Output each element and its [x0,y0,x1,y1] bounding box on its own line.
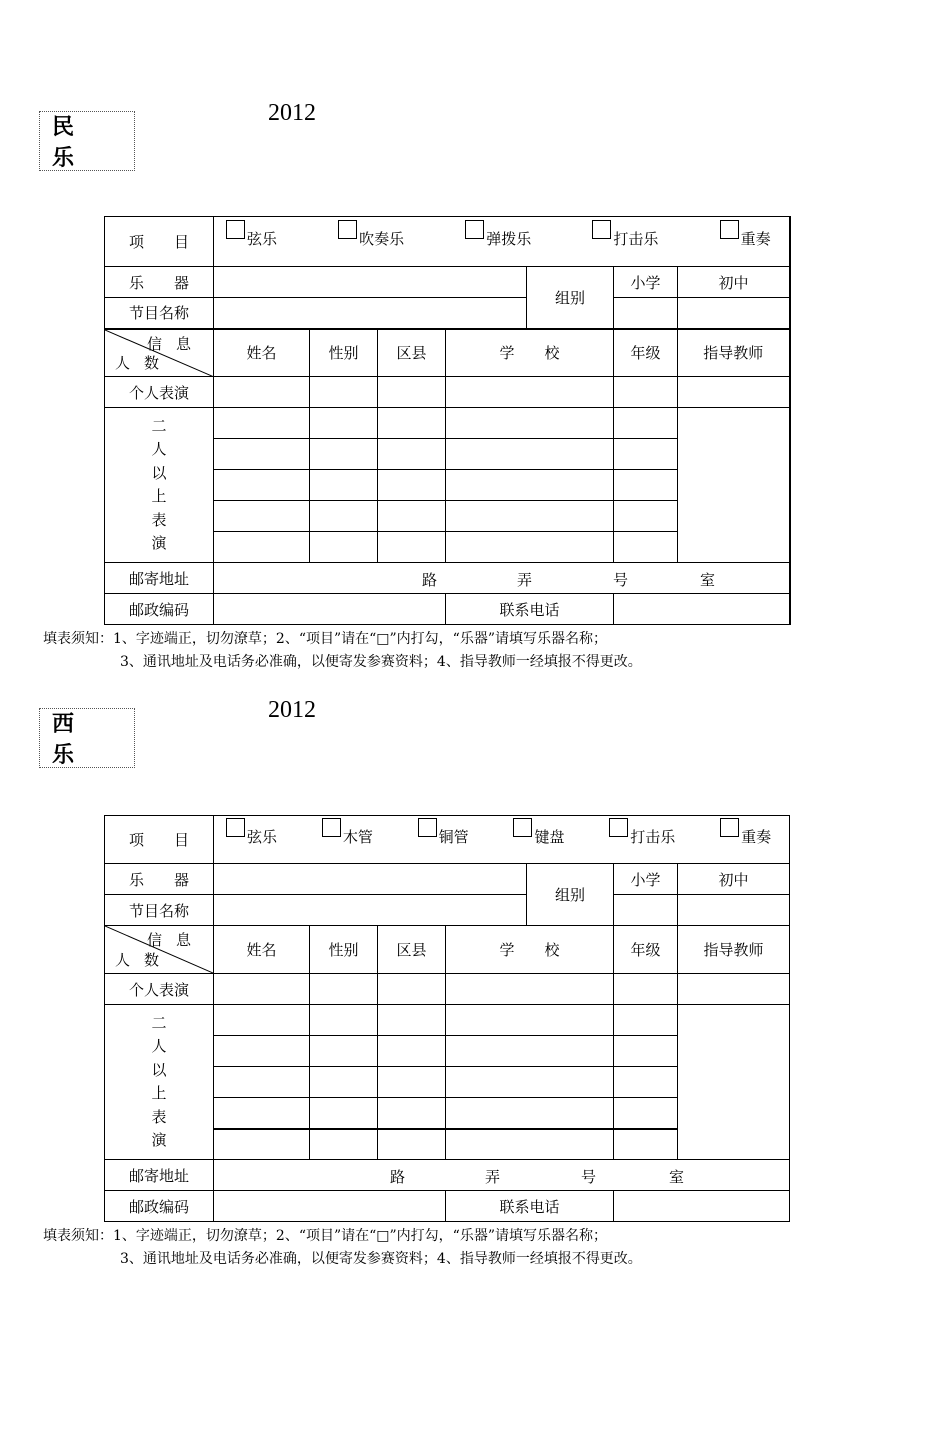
level-junior: 初中 [678,267,790,298]
cell[interactable] [214,439,310,470]
cell[interactable] [214,377,310,408]
instrument-field[interactable] [214,267,527,298]
cell[interactable] [310,1067,378,1098]
cell[interactable] [446,1098,614,1129]
teacher-group-cell[interactable] [678,408,790,563]
cell[interactable] [378,470,446,501]
category-box [39,708,135,768]
category-label: 民 乐 [52,115,87,171]
checkbox-icon[interactable] [226,220,245,239]
phone-label: 联系电话 [446,1191,614,1222]
item-option[interactable]: 重奏 [720,228,771,249]
cell[interactable] [678,377,790,408]
year-label: 2012 [268,697,316,723]
cell[interactable] [614,470,678,501]
cell[interactable] [446,439,614,470]
cell[interactable] [214,532,310,563]
col-district: 区县 [378,329,446,377]
cell[interactable] [378,532,446,563]
category-box [39,111,135,171]
header-diagonal-cell: 信息 人数 [105,926,214,974]
cell[interactable] [310,1005,378,1036]
cell[interactable] [310,974,378,1005]
cell[interactable] [310,1098,378,1129]
cell[interactable] [614,532,678,563]
phone-field[interactable] [614,1191,790,1222]
cell[interactable] [446,1129,614,1160]
registration-form [104,216,791,625]
postcode-field[interactable] [214,594,446,625]
cell[interactable] [614,1036,678,1067]
checkbox-icon[interactable] [609,818,628,837]
level-primary-check[interactable] [614,298,678,329]
level-primary-check[interactable] [614,895,678,926]
cell[interactable] [214,1005,310,1036]
item-option[interactable]: 铜管 [418,826,469,847]
level-junior: 初中 [678,864,790,895]
cell[interactable] [446,408,614,439]
cell[interactable] [214,1129,310,1160]
cell[interactable] [446,1005,614,1036]
header-diagonal-cell: 信息 人数 [105,329,214,377]
cell[interactable] [614,1129,678,1160]
group-label: 组别 [527,267,614,329]
checkbox-icon[interactable] [720,220,739,239]
instrument-label: 乐 器 [105,267,214,298]
item-option[interactable]: 木管 [322,826,373,847]
cell[interactable] [310,501,378,532]
col-grade: 年级 [614,329,678,377]
cell[interactable] [446,377,614,408]
notes: 填表须知：1、字迹端正，切勿潦草；2、“项目”请在“□”内打勾，“乐器”请填写乐器名称； 3、通讯地址及电话务必准确，以便寄发参赛资料；4、指导教师一经填报不得更改。 [43,631,642,670]
item-option[interactable]: 重奏 [720,826,771,847]
item-option[interactable]: 打击乐 [609,826,675,847]
program-label: 节目名称 [105,895,214,926]
cell[interactable] [214,1067,310,1098]
cell[interactable] [678,974,790,1005]
checkbox-icon[interactable] [465,220,484,239]
cell[interactable] [310,377,378,408]
col-grade: 年级 [614,926,678,974]
mail-label: 邮寄地址 [105,1160,214,1191]
checkbox-icon[interactable] [322,818,341,837]
cell[interactable] [614,377,678,408]
cell[interactable] [378,408,446,439]
cell[interactable] [378,377,446,408]
cell[interactable] [446,1067,614,1098]
item-label: 项 目 [105,217,214,267]
item-option[interactable]: 打击乐 [592,228,658,249]
cell[interactable] [378,1067,446,1098]
postcode-label: 邮政编码 [105,594,214,625]
checkbox-icon[interactable] [592,220,611,239]
item-option[interactable]: 吹奏乐 [338,228,404,249]
col-teacher: 指导教师 [678,329,790,377]
level-primary: 小学 [614,864,678,895]
cell[interactable] [378,1005,446,1036]
cell[interactable] [378,1098,446,1129]
cell[interactable] [614,439,678,470]
item-options [214,816,790,864]
checkbox-icon[interactable] [418,818,437,837]
cell[interactable] [310,439,378,470]
cell[interactable] [214,1036,310,1067]
cell[interactable] [310,1036,378,1067]
cell[interactable] [310,408,378,439]
cell[interactable] [446,532,614,563]
notes: 填表须知：1、字迹端正，切勿潦草；2、“项目”请在“□”内打勾，“乐器”请填写乐器名称； 3、通讯地址及电话务必准确，以便寄发参赛资料；4、指导教师一经填报不得更改。 [43,1228,642,1267]
instrument-field[interactable] [214,864,527,895]
cell[interactable] [310,1129,378,1160]
level-junior-check[interactable] [678,298,790,329]
item-option[interactable]: 键盘 [513,826,564,847]
address-field[interactable]: 路 弄 号 室 [214,1160,790,1191]
cell[interactable] [446,470,614,501]
col-school: 学 校 [446,926,614,974]
program-label: 节目名称 [105,298,214,329]
cell[interactable] [614,501,678,532]
cell[interactable] [214,408,310,439]
checkbox-icon[interactable] [513,818,532,837]
program-field[interactable] [214,298,527,329]
phone-field[interactable] [614,594,790,625]
level-junior-check[interactable] [678,895,790,926]
group-perf-label: 二 人 以 上 表 演 [105,1005,214,1160]
cell[interactable] [614,1098,678,1129]
cell[interactable] [378,974,446,1005]
postcode-label: 邮政编码 [105,1191,214,1222]
group-perf-label: 二 人 以 上 表 演 [105,408,214,563]
cell[interactable] [214,470,310,501]
group-label: 组别 [527,864,614,926]
program-field[interactable] [214,895,527,926]
cell[interactable] [378,439,446,470]
cell[interactable] [446,1036,614,1067]
cell[interactable] [214,1098,310,1129]
cell[interactable] [446,501,614,532]
cell[interactable] [446,974,614,1005]
level-primary: 小学 [614,267,678,298]
col-school: 学 校 [446,329,614,377]
col-gender: 性别 [310,926,378,974]
phone-label: 联系电话 [446,594,614,625]
cell[interactable] [378,501,446,532]
solo-label: 个人表演 [105,377,214,408]
cell[interactable] [378,1129,446,1160]
cell[interactable] [310,470,378,501]
item-option[interactable]: 弹拨乐 [465,228,531,249]
solo-label: 个人表演 [105,974,214,1005]
cell[interactable] [214,501,310,532]
teacher-group-cell[interactable] [678,1005,790,1160]
postcode-field[interactable] [214,1191,446,1222]
address-field[interactable]: 路 弄 号 室 [214,563,790,594]
col-teacher: 指导教师 [678,926,790,974]
item-label: 项 目 [105,816,214,864]
cell[interactable] [614,1067,678,1098]
cell[interactable] [614,408,678,439]
cell[interactable] [214,974,310,1005]
registration-form [104,815,790,1222]
checkbox-icon[interactable] [226,818,245,837]
item-option[interactable]: 弦乐 [226,826,277,847]
col-gender: 性别 [310,329,378,377]
instrument-label: 乐 器 [105,864,214,895]
col-name: 姓名 [214,329,310,377]
cell[interactable] [310,532,378,563]
mail-label: 邮寄地址 [105,563,214,594]
cell[interactable] [378,1036,446,1067]
cell[interactable] [614,1005,678,1036]
col-district: 区县 [378,926,446,974]
cell[interactable] [614,974,678,1005]
checkbox-icon[interactable] [338,220,357,239]
col-name: 姓名 [214,926,310,974]
category-label: 西 乐 [52,712,87,768]
item-options [214,217,790,267]
year-label: 2012 [268,100,316,126]
checkbox-icon[interactable] [720,818,739,837]
item-option[interactable]: 弦乐 [226,228,277,249]
